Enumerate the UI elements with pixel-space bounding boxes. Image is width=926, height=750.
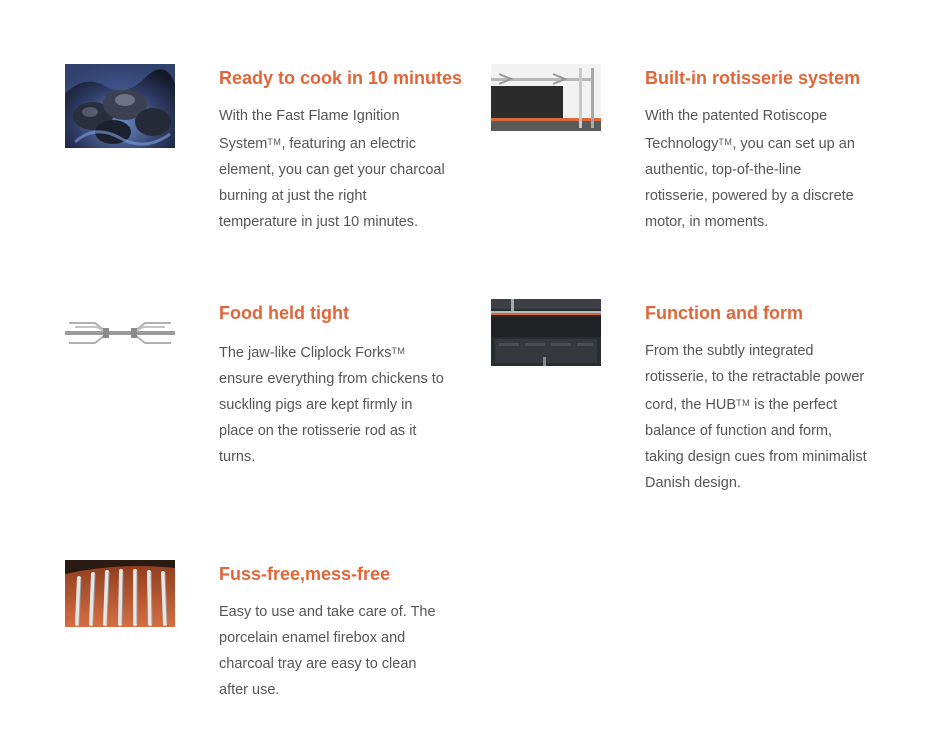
cliplock-forks-image xyxy=(65,316,175,350)
feature-description xyxy=(645,338,905,496)
feature-description xyxy=(645,103,905,235)
description-line: ensure everything from chickens to xyxy=(219,371,444,387)
firebox-grate-image xyxy=(65,560,175,627)
feature-title: Ready to cook in 10 minutes xyxy=(219,68,463,88)
description-line: temperature in just 10 minutes. xyxy=(219,214,419,230)
feature-title: Function and form xyxy=(645,303,803,323)
trademark-mark: TM xyxy=(718,137,733,147)
description-line: rotisserie, powered by a discrete xyxy=(645,188,854,204)
trademark-mark: TM xyxy=(391,346,406,356)
description-line: porcelain enamel firebox and xyxy=(219,630,406,646)
description-line: cord, the HUB™ is the perfect xyxy=(645,397,838,413)
grill-body-image xyxy=(491,299,601,366)
description-line: The jaw-like Cliplock Forks™ xyxy=(219,345,406,361)
feature-description xyxy=(219,103,469,235)
trademark-mark: TM xyxy=(736,398,751,408)
description-line: motor, in moments. xyxy=(645,214,769,230)
description-line: balance of function and form, xyxy=(645,423,833,439)
description-line: System™, featuring an electric xyxy=(219,136,416,152)
rotisserie-rod-image xyxy=(491,64,601,131)
description-line: turns. xyxy=(219,449,256,465)
description-line: place on the rotisserie rod as it xyxy=(219,423,417,439)
feature-title: Built-in rotisserie system xyxy=(645,68,861,88)
feature-title: Fuss-free,mess-free xyxy=(219,564,391,584)
description-line: Technology™, you can set up an xyxy=(645,136,855,152)
description-line: From the subtly integrated xyxy=(645,343,814,359)
description-line: authentic, top-of-the-line xyxy=(645,162,802,178)
description-line: suckling pigs are kept firmly in xyxy=(219,397,413,413)
description-line: Danish design. xyxy=(645,475,741,491)
trademark-mark: TM xyxy=(267,137,282,147)
feature-description xyxy=(219,599,469,703)
description-line: element, you can get your charcoal xyxy=(219,162,445,178)
description-line: Easy to use and take care of. The xyxy=(219,604,436,620)
description-line: With the Fast Flame Ignition xyxy=(219,108,400,124)
description-line: rotisserie, to the retractable power xyxy=(645,369,865,385)
description-line: charcoal tray are easy to clean xyxy=(219,656,417,672)
feature-description xyxy=(219,338,469,470)
description-line: after use. xyxy=(219,682,280,698)
description-line: burning at just the right xyxy=(219,188,367,204)
burning-charcoal-image xyxy=(65,64,175,148)
description-line: With the patented Rotiscope xyxy=(645,108,828,124)
feature-title: Food held tight xyxy=(219,303,349,323)
description-line: taking design cues from minimalist xyxy=(645,449,867,465)
